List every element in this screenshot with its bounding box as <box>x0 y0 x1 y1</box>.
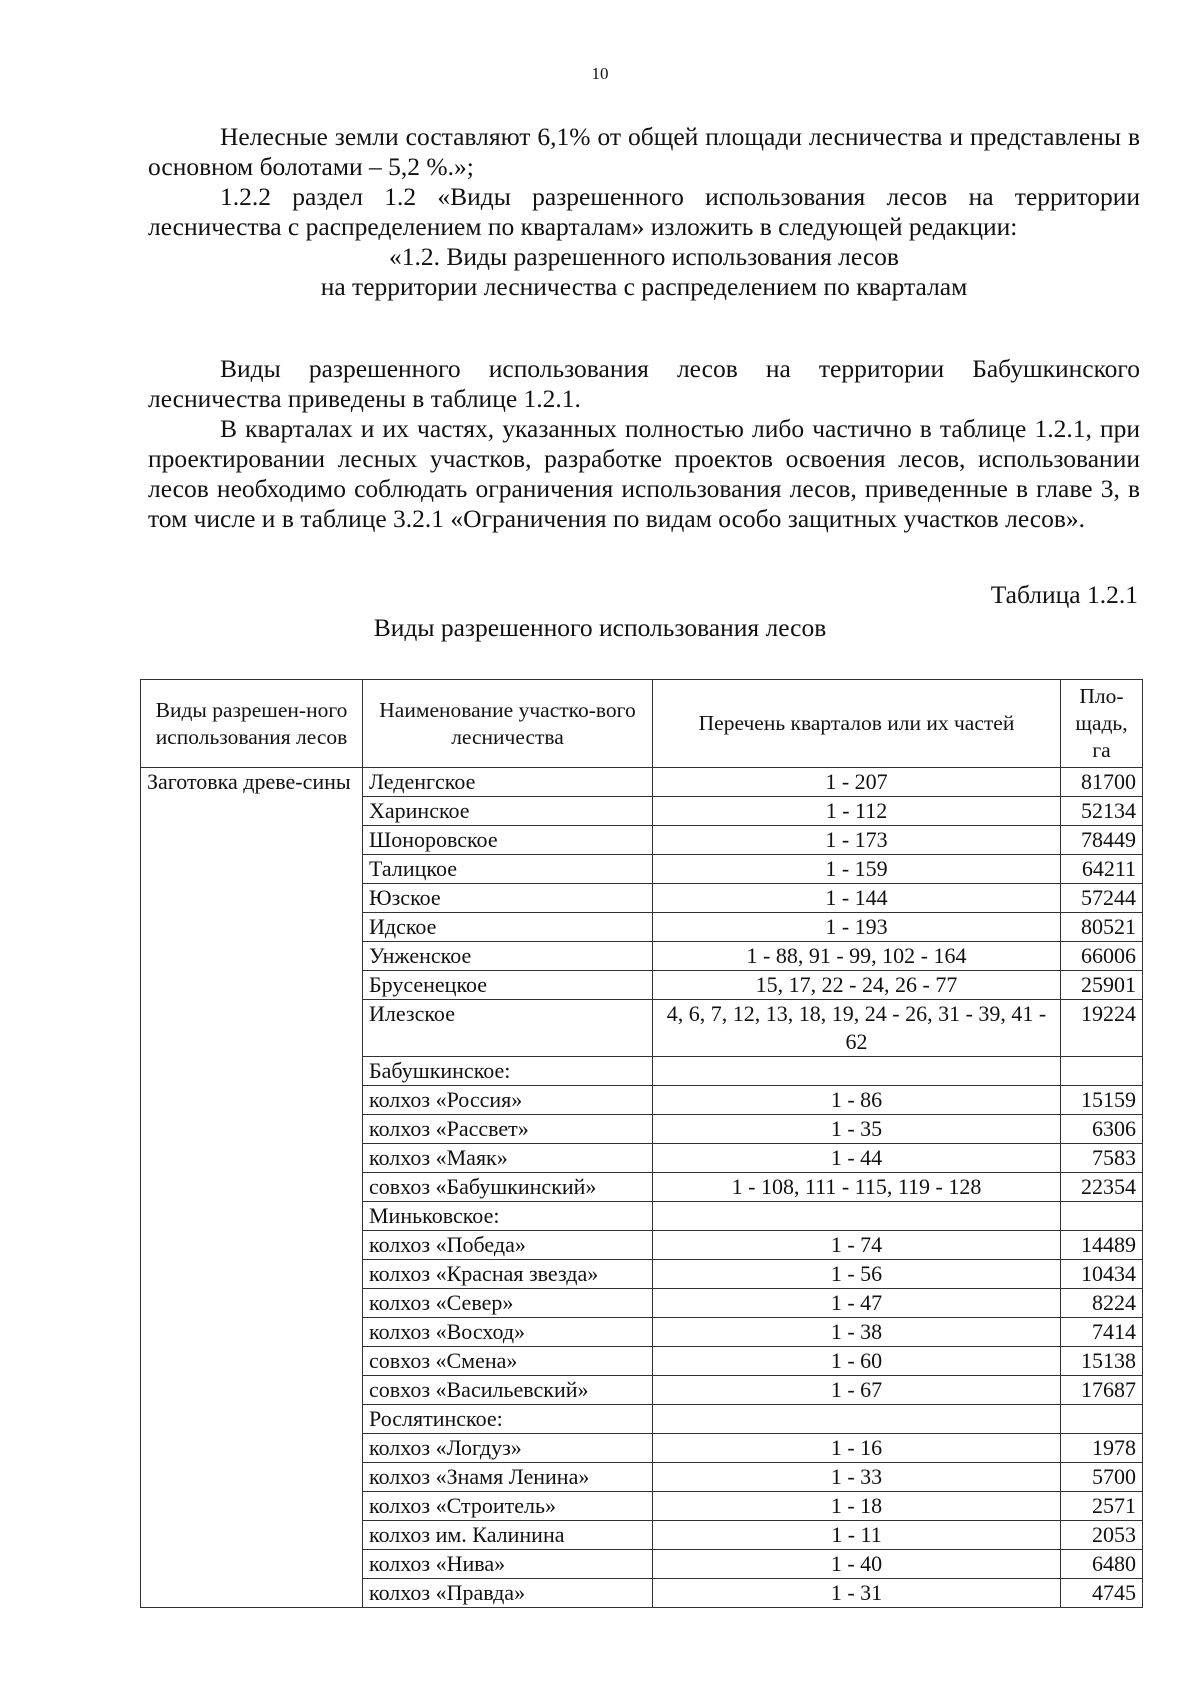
cell-area: 2571 <box>1061 1492 1143 1521</box>
cell-quarters <box>653 1057 1061 1086</box>
cell-district-name: колхоз «Россия» <box>363 1086 653 1115</box>
cell-district-name: Бабушкинское: <box>363 1057 653 1086</box>
cell-quarters <box>653 1202 1061 1231</box>
cell-quarters: 1 - 47 <box>653 1289 1061 1318</box>
cell-district-name: Миньковское: <box>363 1202 653 1231</box>
paragraph-restrictions: В кварталах и их частях, указанных полностью либо частично в таблице 1.2.1, при проектировании лесных участков, разработке проектов освоения лесов, использовании лесов необходимо соблюдать ограничения использования лесов, приведенные в главе 3, в том числе и в таблице 3.2.1 «Ограничения по видам особо защитных участков лесов». <box>148 414 1140 533</box>
cell-area: 15138 <box>1061 1347 1143 1376</box>
cell-district-name: Леденгское <box>363 768 653 797</box>
cell-district-name: Идское <box>363 913 653 942</box>
cell-area: 14489 <box>1061 1231 1143 1260</box>
cell-area: 7583 <box>1061 1144 1143 1173</box>
paragraph-nonforest-lands: Нелесные земли составляют 6,1% от общей площади лесничества и представлены в основном болотами – 5,2 %.»; <box>148 122 1140 181</box>
cell-district-name: Юзское <box>363 884 653 913</box>
cell-quarters: 1 - 88, 91 - 99, 102 - 164 <box>653 942 1061 971</box>
cell-district-name: колхоз «Север» <box>363 1289 653 1318</box>
body-text <box>148 354 1140 534</box>
cell-district-name: Илезское <box>363 1000 653 1057</box>
cell-district-name: колхоз «Восход» <box>363 1318 653 1347</box>
cell-quarters: 1 - 33 <box>653 1463 1061 1492</box>
cell-district-name: колхоз им. Калинина <box>363 1521 653 1550</box>
cell-area: 57244 <box>1061 884 1143 913</box>
cell-district-name: колхоз «Красная звезда» <box>363 1260 653 1289</box>
cell-quarters: 1 - 56 <box>653 1260 1061 1289</box>
cell-area: 81700 <box>1061 768 1143 797</box>
cell-quarters: 1 - 40 <box>653 1550 1061 1579</box>
cell-district-name: колхоз «Маяк» <box>363 1144 653 1173</box>
cell-district-name: Рослятинское: <box>363 1405 653 1434</box>
cell-quarters: 4, 6, 7, 12, 13, 18, 19, 24 - 26, 31 - 39, 41 - 62 <box>653 1000 1061 1057</box>
cell-area <box>1061 1405 1143 1434</box>
cell-district-name: Шоноровское <box>363 826 653 855</box>
section-heading-line-1: «1.2. Виды разрешенного использования лесов <box>389 242 899 271</box>
cell-district-name: колхоз «Рассвет» <box>363 1115 653 1144</box>
header-quarters: Перечень кварталов или их частей <box>653 680 1061 768</box>
table-title: Виды разрешенного использования лесов <box>373 613 827 642</box>
cell-area: 5700 <box>1061 1463 1143 1492</box>
table-body <box>141 768 1143 1608</box>
cell-area: 7414 <box>1061 1318 1143 1347</box>
cell-district-name: колхоз «Знамя Ленина» <box>363 1463 653 1492</box>
cell-area <box>1061 1202 1143 1231</box>
cell-quarters: 15, 17, 22 - 24, 26 - 77 <box>653 971 1061 1000</box>
cell-area <box>1061 1057 1143 1086</box>
cell-quarters: 1 - 86 <box>653 1086 1061 1115</box>
cell-area: 66006 <box>1061 942 1143 971</box>
cell-quarters: 1 - 112 <box>653 797 1061 826</box>
cell-area: 64211 <box>1061 855 1143 884</box>
cell-area: 6306 <box>1061 1115 1143 1144</box>
cell-district-name: Брусенецкое <box>363 971 653 1000</box>
cell-quarters <box>653 1405 1061 1434</box>
table-row <box>141 768 1143 797</box>
intro-text <box>148 122 1140 302</box>
cell-district-name: Талицкое <box>363 855 653 884</box>
cell-area: 52134 <box>1061 797 1143 826</box>
cell-quarters: 1 - 11 <box>653 1521 1061 1550</box>
header-use-type: Виды разрешен-ного использования лесов <box>141 680 363 768</box>
cell-quarters: 1 - 44 <box>653 1144 1061 1173</box>
cell-district-name: Харинское <box>363 797 653 826</box>
cell-quarters: 1 - 173 <box>653 826 1061 855</box>
cell-area: 10434 <box>1061 1260 1143 1289</box>
table-header-row <box>141 680 1143 768</box>
section-heading-line-2: на территории лесничества с распределением по кварталам <box>320 272 968 301</box>
cell-area: 22354 <box>1061 1173 1143 1202</box>
cell-district-name: колхоз «Логдуз» <box>363 1434 653 1463</box>
cell-area: 25901 <box>1061 971 1143 1000</box>
cell-area: 78449 <box>1061 826 1143 855</box>
cell-area: 19224 <box>1061 1000 1143 1057</box>
cell-district-name: колхоз «Правда» <box>363 1579 653 1608</box>
cell-area: 4745 <box>1061 1579 1143 1608</box>
cell-area: 8224 <box>1061 1289 1143 1318</box>
header-area: Пло-щадь, га <box>1061 680 1143 768</box>
cell-district-name: колхоз «Нива» <box>363 1550 653 1579</box>
cell-use-type: Заготовка древе-сины <box>141 768 363 1608</box>
cell-quarters: 1 - 38 <box>653 1318 1061 1347</box>
cell-quarters: 1 - 144 <box>653 884 1061 913</box>
cell-quarters: 1 - 67 <box>653 1376 1061 1405</box>
cell-district-name: колхоз «Строитель» <box>363 1492 653 1521</box>
cell-quarters: 1 - 18 <box>653 1492 1061 1521</box>
cell-area: 17687 <box>1061 1376 1143 1405</box>
cell-area: 80521 <box>1061 913 1143 942</box>
cell-area: 1978 <box>1061 1434 1143 1463</box>
cell-quarters: 1 - 60 <box>653 1347 1061 1376</box>
cell-quarters: 1 - 35 <box>653 1115 1061 1144</box>
cell-district-name: колхоз «Победа» <box>363 1231 653 1260</box>
cell-area: 2053 <box>1061 1521 1143 1550</box>
cell-area: 15159 <box>1061 1086 1143 1115</box>
cell-district-name: совхоз «Смена» <box>363 1347 653 1376</box>
cell-district-name: совхоз «Бабушкинский» <box>363 1173 653 1202</box>
cell-district-name: совхоз «Васильевский» <box>363 1376 653 1405</box>
paragraph-section-1-2-2: 1.2.2 раздел 1.2 «Виды разрешенного использования лесов на территории лесничества с распределением по кварталам» изложить в следующей редакции: <box>148 182 1140 241</box>
page-number: 10 <box>591 64 609 83</box>
cell-quarters: 1 - 193 <box>653 913 1061 942</box>
table-label: Таблица 1.2.1 <box>990 580 1138 609</box>
paragraph-table-reference: Виды разрешенного использования лесов на территории Бабушкинского лесничества приведены в таблице 1.2.1. <box>148 354 1140 413</box>
cell-area: 6480 <box>1061 1550 1143 1579</box>
forest-use-table <box>140 679 1143 1608</box>
cell-quarters: 1 - 74 <box>653 1231 1061 1260</box>
header-district-name: Наименование участко-вого лесничества <box>363 680 653 768</box>
cell-quarters: 1 - 207 <box>653 768 1061 797</box>
cell-district-name: Унженское <box>363 942 653 971</box>
cell-quarters: 1 - 16 <box>653 1434 1061 1463</box>
cell-quarters: 1 - 159 <box>653 855 1061 884</box>
cell-quarters: 1 - 108, 111 - 115, 119 - 128 <box>653 1173 1061 1202</box>
cell-quarters: 1 - 31 <box>653 1579 1061 1608</box>
